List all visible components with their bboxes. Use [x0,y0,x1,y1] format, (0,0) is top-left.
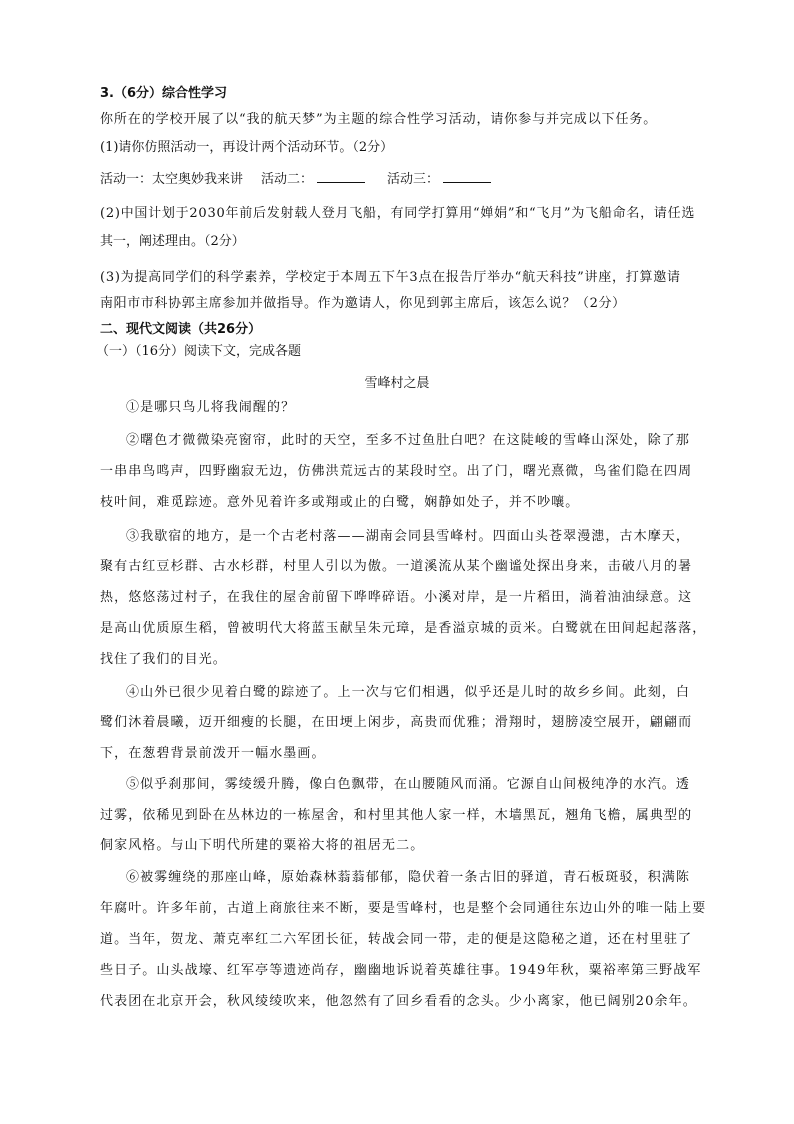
article-line: ③我歇宿的地方，是一个古老村落——湖南会同县雪峰村。四面山头苍翠漫漶，古木摩天， [126,529,691,544]
article-line: 侗家风格。与山下明代所建的粟裕大将的祖居无二。 [100,838,425,853]
article-line: ⑤似乎刹那间，雾绫缓升腾，像白色飘带，在山腰随风而涌。它源自山间极纯净的水汽。透 [126,777,691,792]
question-3-task-3-line-1: (3)为提高同学们的科学素养，学校定于本周五下午3点在报告厅举办“航天科技”讲座，打算邀请 [100,270,681,285]
article-line: 是高山优质原生稻，曾被明代大将蓝玉献呈朱元璋，是香溢京城的贡米。白鹭就在田间起起落落， [100,621,707,636]
article-line: 些日子。山头战壕、红军亭等遗迹尚存，幽幽地诉说着英雄往事。1949年秋，粟裕率第三野战军 [100,963,702,978]
article-line: ⑥被雾缠绕的那座山峰，原始森林蓊蓊郁郁，隐伏着一条古旧的驿道，青石板斑驳，积满陈 [126,870,691,885]
activity-3-blank[interactable] [443,170,491,183]
section-2-subheading: （一）（16分）阅读下文，完成各题 [96,344,302,359]
article-line: 过雾，依稀见到卧在丛林边的一栋屋舍，和村里其他人家一样，木墙黑瓦，翘角飞檐，属典型的 [100,808,693,823]
article-line: 找住了我们的目光。 [100,652,227,667]
section-2-heading: 二、现代文阅读（共26分） [100,322,262,337]
article-line: 鹭们沐着晨曦，迈开细瘦的长腿，在田埂上闲步，高贵而优雅；滑翔时，翅膀凌空展开，翩翩而 [100,715,693,730]
article-title: 雪峰村之晨 [364,376,430,391]
article-line: ②曙色才微微染亮窗帘，此时的天空，至多不过鱼肚白吧？在这陡峻的雪峰山深处，除了那 [126,433,691,448]
question-3-task-2-line-2: 其一，阐述理由。（2分） [100,234,245,249]
article-line: 道。当年，贺龙、萧克率红二六军团长征，转战会同一带，走的便是这隐秘之道，还在村里驻了 [100,932,693,947]
activity-row [100,170,495,190]
activity-3-label: 活动三： [387,172,440,187]
article-line: 聚有古红豆杉群、古水杉群，村里人引以为傲。一道溪流从某个幽谧处探出身来，击破八月的暑 [100,559,693,574]
activity-2-blank[interactable] [317,170,365,183]
activity-1: 活动一：太空奥妙我来讲 [100,172,244,187]
question-3-heading: 3.（6分）综合性学习 [100,86,228,101]
article-line: 一串串鸟鸣声，四野幽寂无边，仿佛洪荒远古的某段时空。出了门，曙光熹微，鸟雀们隐在四周 [100,464,693,479]
question-3-intro: 你所在的学校开展了以“我的航天梦”为主题的综合性学习活动，请你参与并完成以下任务。 [100,112,658,127]
question-3-task-3-line-2: 南阳市市科协郭主席参加并做指导。作为邀请人，你见到郭主席后，该怎么说？（2分） [100,296,626,311]
article-line: 代表团在北京开会，秋风绫绫吹来，他忽然有了回乡看看的念头。少小离家，他已阔别20余年。 [100,994,697,1009]
question-3-task-2-line-1: (2)中国计划于2030年前后发射载人登月飞船，有同学打算用“婵娟”和“飞月”为飞船命名，请任选 [100,206,696,221]
article-line: ④山外已很少见着白鹭的踪迹了。上一次与它们相遇，似乎还是儿时的故乡乡间。此刻，白 [126,685,691,700]
article-line: 年腐叶。许多年前，古道上商旅往来不断，要是雪峰村，也是整个会同通往东边山外的唯一陆上要 [100,901,707,916]
article-line: 下，在葱碧背景前泼开一幅水墨画。 [100,746,326,761]
activity-2-label: 活动二： [261,172,314,187]
article-line: 枝叶间，难觅踪迹。意外见着许多或翔或止的白鹭，娴静如处子，并不吵嚷。 [100,495,580,510]
article-line: 热，悠悠荡过村子，在我住的屋舍前留下哗哗碎语。小溪对岸，是一片稻田，淌着油油绿意。这 [100,590,693,605]
article-line: ①是哪只鸟儿将我闹醒的？ [126,400,296,415]
question-3-task-1: (1)请你仿照活动一，再设计两个活动环节。（2分） [100,140,394,155]
